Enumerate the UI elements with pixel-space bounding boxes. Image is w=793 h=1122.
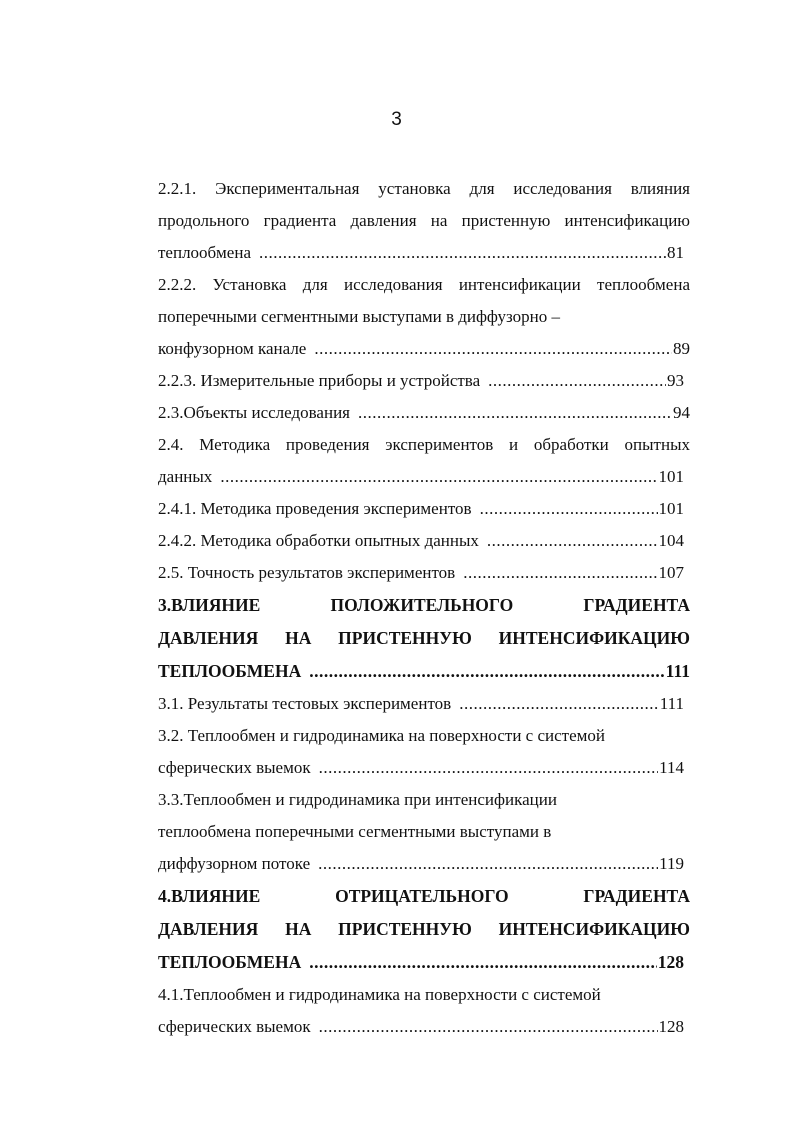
toc-entry-label: 2.4.1. Методика проведения экспериментов [158,499,472,518]
toc-page-number: 101 [658,467,684,486]
toc-entry-2-4-2[interactable] [158,528,690,560]
toc-entry-label: данных [158,467,213,486]
toc-page-number: 114 [659,758,684,777]
leader-dots [459,691,659,717]
toc-entry-4-1[interactable] [158,1014,690,1046]
toc-page-number: 104 [658,531,684,550]
page-number: 3 [391,109,402,130]
toc-entry-2-2-2-line-2: поперечными сегментными выступами в диффузорно – [158,307,560,326]
leader-dots [488,368,666,394]
chapter-3-word-1: 3.ВЛИЯНИЕ [158,595,261,615]
toc-page-number: 128 [657,952,684,972]
table-of-contents [158,176,690,1046]
toc-entry-3-1[interactable] [158,691,690,723]
chapter-3-entry[interactable] [158,658,690,691]
chapter-3-word-2: ПОЛОЖИТЕЛЬНОГО [330,595,514,615]
toc-entry-label: теплообмена [158,243,251,262]
toc-page-number: 101 [658,499,684,518]
chapter-4-title-line-2: ДАВЛЕНИЯ НА ПРИСТЕННУЮ ИНТЕНСИФИКАЦИЮ [158,919,690,939]
toc-page-number: 111 [659,694,684,713]
toc-entry-2-2-2[interactable] [158,336,690,368]
toc-entry-label: 2.5. Точность результатов экспериментов [158,563,456,582]
leader-dots [319,755,659,781]
toc-page-number: 89 [673,339,690,358]
toc-entry-label: 3.1. Результаты тестовых экспериментов [158,694,452,713]
toc-page-number: 111 [665,661,690,681]
toc-entry-3-3[interactable] [158,851,690,883]
leader-dots [309,658,664,684]
toc-entry-label: ТЕПЛООБМЕНА [158,661,302,681]
toc-entry-2-4[interactable] [158,464,690,496]
toc-page-number: 94 [673,403,690,422]
leader-dots [259,240,666,266]
toc-page-number: 128 [658,1017,684,1036]
toc-entry-2-2-1-line-2: продольного градиента давления на пристенную интенсификацию [158,211,690,230]
toc-entry-4-1-line-1: 4.1.Теплообмен и гидродинамика на поверхности с системой [158,985,601,1004]
chapter-3-title-line-2: ДАВЛЕНИЯ НА ПРИСТЕННУЮ ИНТЕНСИФИКАЦИЮ [158,628,690,648]
toc-entry-2-4-1[interactable] [158,496,690,528]
toc-entry-2-5[interactable] [158,560,690,592]
leader-dots [314,336,672,362]
toc-entry-3-2-line-1: 3.2. Теплообмен и гидродинамика на поверхности с системой [158,726,605,745]
toc-entry-label: сферических выемок [158,758,311,777]
toc-entry-3-2[interactable] [158,755,690,787]
toc-entry-2-4-line-1: 2.4. Методика проведения экспериментов и обработки опытных [158,435,690,454]
toc-entry-3-3-line-2: теплообмена поперечными сегментными выступами в [158,822,552,841]
toc-entry-label: конфузорном канале [158,339,307,358]
toc-entry-2-2-1[interactable] [158,240,690,272]
toc-page-number: 93 [667,371,684,390]
chapter-3-word-3: ГРАДИЕНТА [583,595,690,615]
toc-entry-label: 2.4.2. Методика обработки опытных данных [158,531,479,550]
chapter-4-word-2: ОТРИЦАТЕЛЬНОГО [335,886,509,906]
toc-page-number: 81 [667,243,684,262]
toc-entry-2-2-3[interactable] [158,368,690,400]
chapter-4-word-1: 4.ВЛИЯНИЕ [158,886,261,906]
toc-page-number: 107 [658,563,684,582]
leader-dots [487,528,658,554]
toc-entry-label: ТЕПЛООБМЕНА [158,952,302,972]
toc-page-number: 119 [659,854,684,873]
toc-entry-2-2-1-line-1: 2.2.1. Экспериментальная установка для исследования влияния [158,179,690,198]
leader-dots [463,560,657,586]
leader-dots [318,851,658,877]
toc-entry-label: 2.3.Объекты исследования [158,403,350,422]
leader-dots [480,496,658,522]
chapter-4-word-3: ГРАДИЕНТА [583,886,690,906]
toc-entry-label: 2.2.3. Измерительные приборы и устройства [158,371,481,390]
leader-dots [358,400,672,426]
toc-entry-3-3-line-1: 3.3.Теплообмен и гидродинамика при интенсификации [158,790,557,809]
leader-dots [309,949,657,975]
chapter-4-title-line-1 [158,883,690,916]
toc-entry-label: сферических выемок [158,1017,311,1036]
toc-entry-label: диффузорном потоке [158,854,311,873]
toc-entry-2-2-2-line-1: 2.2.2. Установка для исследования интенсификации теплообмена [158,275,690,294]
chapter-4-entry[interactable] [158,949,690,982]
chapter-3-title-line-1 [158,592,690,625]
toc-entry-2-3[interactable] [158,400,690,432]
leader-dots [319,1014,658,1040]
leader-dots [220,464,657,490]
